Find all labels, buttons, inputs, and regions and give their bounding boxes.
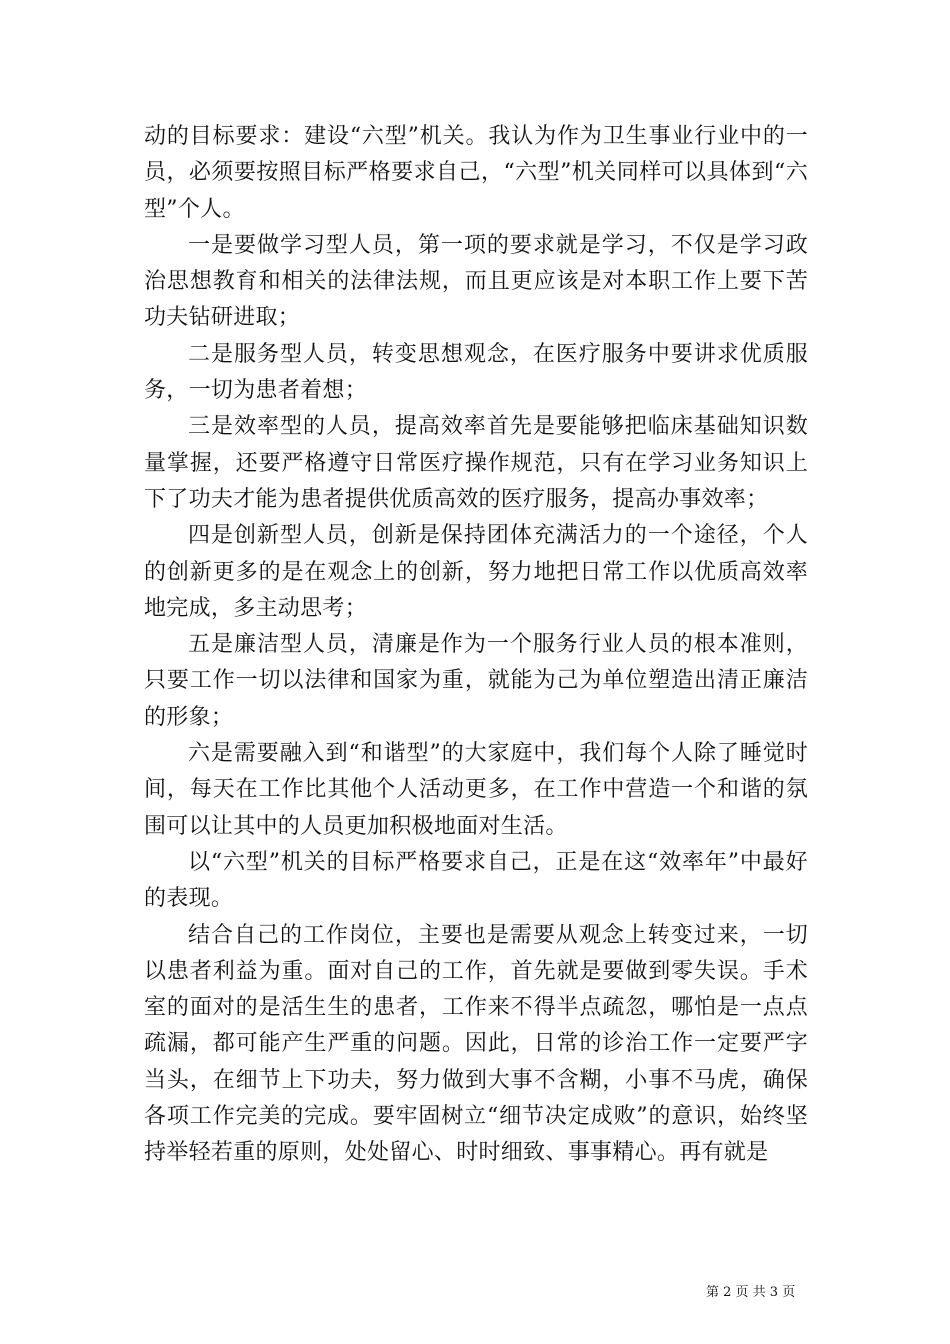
paragraph-learning-type: 一是要做学习型人员，第一项的要求就是学习，不仅是学习政治思想教育和相关的法律法规，而且更应该是对本职工作上要下苦功夫钻研进取； <box>144 232 808 331</box>
paragraph-service-type: 二是服务型人员，转变思想观念，在医疗服务中要讲求优质服务，一切为患者着想； <box>144 341 808 404</box>
paragraph-work-position: 结合自己的工作岗位，主要也是需要从观念上转变过来，一切以患者利益为重。面对自己的工作，首先就是要做到零失误。手术室的面对的是活生生的患者，工作来不得半点疏忽，哪怕是一点点疏漏，都可能产生严重的问题。因此，日常的诊治工作一定要严字当头，在细节上下功夫，努力做到大事不含糊，小事不马虎，确保各项工作完美的完成。要牢固树立“细节决定成败”的意识，始终坚持举轻若重的原则，处处留心、时时细致、事事精心。再有就是 <box>144 922 808 1166</box>
paragraph-efficiency-type: 三是效率型的人员，提高效率首先是要能够把临床基础知识数量掌握，还要严格遵守日常医疗操作规范，只有在学习业务知识上下了功夫才能为患者提供优质高效的医疗服务，提高办事效率； <box>144 414 808 512</box>
paragraph-innovation-type: 四是创新型人员，创新是保持团体充满活力的一个途径，个人的创新更多的是在观念上的创新，努力地把日常工作以优质高效率地完成，多主动思考； <box>144 523 808 621</box>
paragraph-six-type-summary: 以“六型”机关的目标严格要求自己，正是在这“效率年”中最好的表现。 <box>144 849 808 912</box>
paragraph-harmony-type: 六是需要融入到“和谐型”的大家庭中，我们每个人除了睡觉时间，每天在工作比其他个人活动更多，在工作中营造一个和谐的氛围可以让其中的人员更加积极地面对生活。 <box>144 741 808 839</box>
paragraph-integrity-type: 五是廉洁型人员，清廉是作为一个服务行业人员的根本准则，只要工作一切以法律和国家为重，就能为己为单位塑造出清正廉洁的形象； <box>144 632 808 730</box>
page-number: 第 2 页 共 3 页 <box>706 1285 796 1300</box>
document-body <box>144 119 808 1172</box>
paragraph-continuation: 动的目标要求：建设“六型”机关。我认为作为卫生事业行业中的一员，必须要按照目标严格要求自己，“六型”机关同样可以具体到“六型”个人。 <box>144 124 808 222</box>
